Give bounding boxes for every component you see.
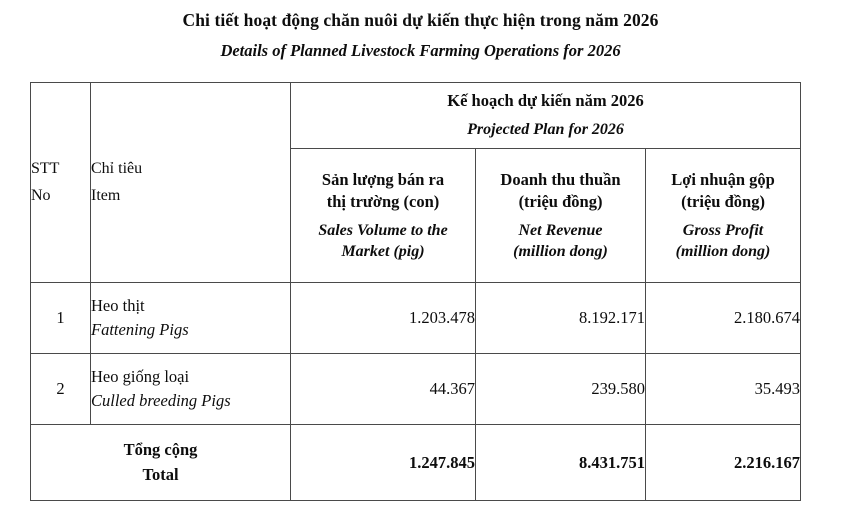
header-stt-english: No — [31, 186, 51, 204]
header-profit-vi-line1: Lợi nhuận gộp — [671, 170, 775, 190]
row-number: 1 — [31, 283, 91, 354]
header-profit-vi-line2: (triệu đồng) — [681, 191, 765, 211]
page-title-english: Details of Planned Livestock Farming Operations for 2026 — [220, 41, 621, 60]
header-stt-vietnamese: STT — [31, 160, 60, 178]
header-profit-en-line1: Gross Profit — [682, 221, 764, 239]
row-net-revenue: 8.192.171 — [476, 283, 646, 354]
row-item-name — [91, 354, 291, 425]
row-net-revenue: 239.580 — [476, 354, 646, 425]
table-row — [31, 354, 801, 425]
row-item-english: Fattening Pigs — [91, 320, 189, 339]
header-cell-item — [91, 83, 291, 283]
row-item-name — [91, 283, 291, 354]
row-number: 2 — [31, 354, 91, 425]
row-item-english: Culled breeding Pigs — [91, 391, 231, 410]
row-item-vietnamese: Heo giống loại — [91, 367, 190, 387]
header-group-projected-plan — [291, 83, 801, 149]
total-sales-volume: 1.247.845 — [291, 425, 476, 501]
header-volume-en-line2: Market (pig) — [341, 242, 425, 260]
row-gross-profit: 2.180.674 — [646, 283, 801, 354]
header-item-english: Item — [91, 186, 121, 204]
header-cell-stt — [31, 83, 91, 283]
header-revenue-vi-line1: Doanh thu thuần — [500, 170, 621, 190]
header-group-english: Projected Plan for 2026 — [467, 121, 624, 139]
total-label-cell — [31, 425, 291, 501]
total-gross-profit: 2.216.167 — [646, 425, 801, 501]
header-volume-vi-line1: Sản lượng bán ra — [321, 170, 445, 190]
header-revenue-vi-line2: (triệu đồng) — [518, 191, 603, 211]
header-cell-gross-profit — [646, 149, 801, 283]
table-total-row — [31, 425, 801, 501]
header-volume-vi-line2: thị trường (con) — [326, 191, 440, 211]
header-item-vietnamese: Chỉ tiêu — [91, 160, 143, 178]
header-group-vietnamese: Kế hoạch dự kiến năm 2026 — [447, 90, 644, 110]
header-cell-sales-volume — [291, 149, 476, 283]
row-gross-profit: 35.493 — [646, 354, 801, 425]
page-title-vietnamese: Chi tiết hoạt động chăn nuôi dự kiến thực hiện trong năm 2026 — [182, 10, 659, 30]
document-title-block — [0, 10, 841, 61]
header-revenue-en-line1: Net Revenue — [518, 221, 603, 239]
total-label-english: Total — [142, 464, 179, 484]
header-cell-net-revenue — [476, 149, 646, 283]
total-label-vietnamese: Tổng cộng — [123, 439, 198, 459]
header-revenue-en-line2: (million dong) — [513, 242, 608, 260]
table-row — [31, 283, 801, 354]
header-volume-en-line1: Sales Volume to the — [318, 221, 448, 239]
total-net-revenue: 8.431.751 — [476, 425, 646, 501]
table-header-band-row — [31, 83, 801, 149]
row-item-vietnamese: Heo thịt — [91, 296, 145, 316]
header-profit-en-line2: (million dong) — [675, 242, 771, 260]
row-sales-volume: 1.203.478 — [291, 283, 476, 354]
livestock-plan-table-container — [30, 82, 800, 501]
livestock-plan-table — [30, 82, 801, 501]
row-sales-volume: 44.367 — [291, 354, 476, 425]
